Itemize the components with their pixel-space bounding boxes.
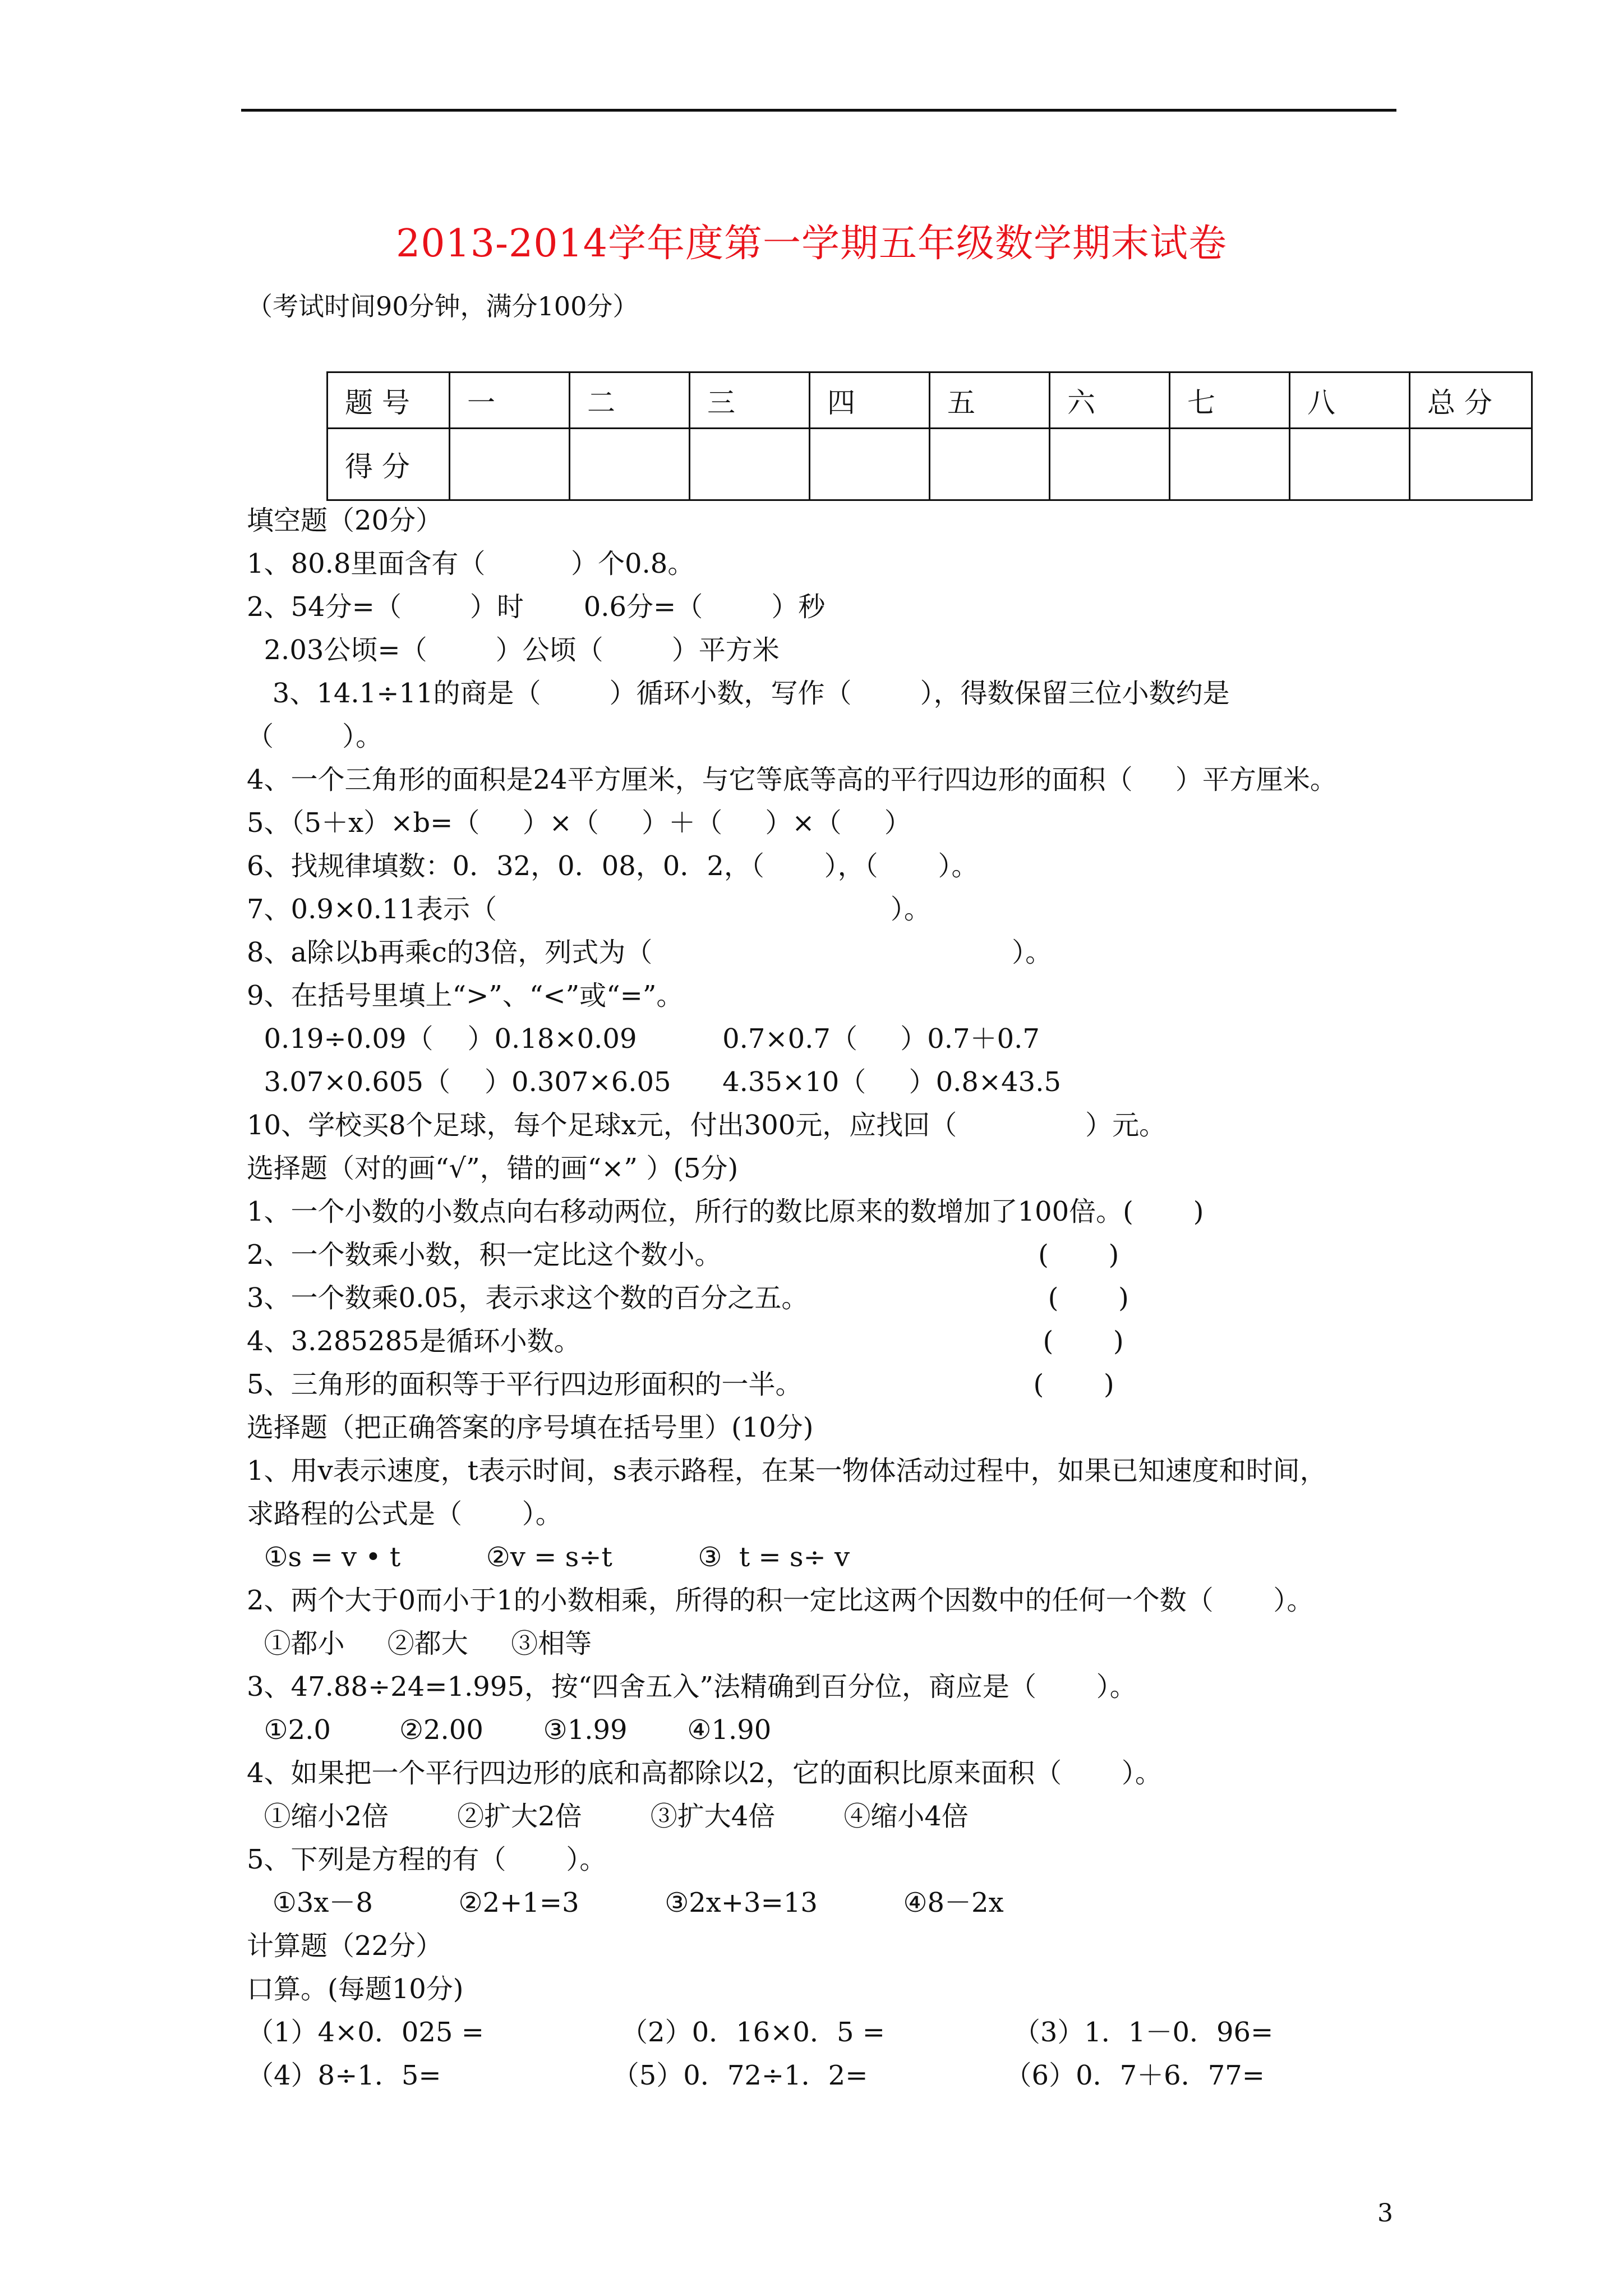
score-row-label: 得 分 bbox=[328, 429, 450, 500]
header-rule bbox=[241, 109, 1396, 112]
score-cell[interactable] bbox=[930, 429, 1050, 500]
question-line: 3、14.1÷11的商是（ ）循环小数，写作（ ），得数保留三位小数约是 bbox=[247, 678, 1230, 709]
page-number: 3 bbox=[1377, 2199, 1393, 2228]
score-cell[interactable] bbox=[1410, 429, 1532, 500]
question-line: 6、找规律填数：0．32，0．08，0．2，（ ），（ ）。 bbox=[247, 850, 979, 882]
question-line: 5、下列是方程的有（ ）。 bbox=[247, 1844, 607, 1875]
exam-info: （考试时间90分钟，满分100分） bbox=[247, 291, 639, 321]
question-line: 10、学校买8个足球，每个足球x元，付出300元，应找回（ ）元。 bbox=[247, 1110, 1166, 1141]
score-cell[interactable] bbox=[810, 429, 930, 500]
question-line: ①都小 ②都大 ③相等 bbox=[247, 1628, 592, 1659]
score-cell[interactable] bbox=[450, 429, 570, 500]
question-line: 3、一个数乘0.05，表示求这个数的百分之五。 ( ) bbox=[247, 1282, 1129, 1314]
score-header-cell: 三 bbox=[690, 372, 810, 429]
question-line: 3、47.88÷24=1.995，按“四舍五入”法精确到百分位，商应是（ ）。 bbox=[247, 1671, 1137, 1703]
question-line: 2、一个数乘小数，积一定比这个数小。 ( ) bbox=[247, 1239, 1119, 1271]
score-header-cell: 题 号 bbox=[328, 372, 450, 429]
section-heading: 选择题（对的画“√”，错的画“×” ）(5分) bbox=[247, 1153, 739, 1184]
question-line: （4）8÷1．5= （5）0．72÷1．2= （6）0．7＋6．77= bbox=[247, 2060, 1265, 2091]
question-line: 5、（5＋x）×b=（ ）×（ ）＋（ ）×（ ） bbox=[247, 807, 911, 839]
score-header-cell: 总 分 bbox=[1410, 372, 1532, 429]
score-cell[interactable] bbox=[1050, 429, 1170, 500]
question-line: 2.03公顷=（ ）公顷（ ）平方米 bbox=[247, 634, 780, 666]
score-table bbox=[326, 371, 1533, 501]
question-line: ①3x－8 ②2+1=3 ③2x+3=13 ④8－2x bbox=[247, 1887, 1004, 1918]
score-header-cell: 七 bbox=[1170, 372, 1290, 429]
score-cell[interactable] bbox=[1290, 429, 1410, 500]
question-line: 2、两个大于0而小于1的小数相乘，所得的积一定比这两个因数中的任何一个数（ ）。 bbox=[247, 1585, 1314, 1616]
question-line: 8、a除以b再乘c的3倍，列式为（ ）。 bbox=[247, 937, 1053, 968]
score-cell[interactable] bbox=[690, 429, 810, 500]
question-line: 口算。(每题10分) bbox=[247, 1973, 464, 2005]
question-line: 7、0.9×0.11表示（ ）。 bbox=[247, 894, 931, 925]
question-line: 4、3.285285是循环小数。 ( ) bbox=[247, 1326, 1124, 1357]
question-line: （1）4×0．025 = （2）0．16×0．5 = （3）1．1－0．96= bbox=[247, 2017, 1274, 2048]
score-table-score-row bbox=[328, 429, 1532, 500]
score-table-header-row bbox=[328, 372, 1532, 429]
question-line: 4、如果把一个平行四边形的底和高都除以2，它的面积比原来面积（ ）。 bbox=[247, 1757, 1162, 1789]
section-heading: 填空题（20分） bbox=[247, 505, 443, 536]
score-header-cell: 一 bbox=[450, 372, 570, 429]
score-header-cell: 二 bbox=[570, 372, 690, 429]
question-line: 2、54分=（ ）时 0.6分=（ ）秒 bbox=[247, 591, 826, 623]
question-line: 9、在括号里填上“>”、“<”或“=”。 bbox=[247, 980, 684, 1011]
score-cell[interactable] bbox=[1170, 429, 1290, 500]
question-line: 1、80.8里面含有（ ）个0.8。 bbox=[247, 548, 695, 579]
question-line: 求路程的公式是（ ）。 bbox=[247, 1498, 562, 1530]
question-line: 3.07×0.605（ ）0.307×6.05 4.35×10（ ）0.8×43.5 bbox=[247, 1066, 1062, 1098]
section-heading: 选择题（把正确答案的序号填在括号里）(10分) bbox=[247, 1412, 814, 1443]
page-title: 2013-2014学年度第一学期五年级数学期末试卷 bbox=[395, 222, 1228, 266]
question-line: 1、用v表示速度，t表示时间，s表示路程，在某一物体活动过程中，如果已知速度和时间， bbox=[247, 1455, 1327, 1487]
section-heading: 计算题（22分） bbox=[247, 1930, 443, 1962]
score-header-cell: 八 bbox=[1290, 372, 1410, 429]
question-line: 4、一个三角形的面积是24平方厘米，与它等底等高的平行四边形的面积（ ）平方厘米。 bbox=[247, 764, 1337, 795]
question-line: 5、三角形的面积等于平行四边形面积的一半。 ( ) bbox=[247, 1369, 1114, 1400]
score-header-cell: 五 bbox=[930, 372, 1050, 429]
score-header-cell: 六 bbox=[1050, 372, 1170, 429]
question-line: ①2.0 ②2.00 ③1.99 ④1.90 bbox=[247, 1714, 772, 1746]
question-line: （ ）。 bbox=[247, 721, 383, 752]
score-cell[interactable] bbox=[570, 429, 690, 500]
score-header-cell: 四 bbox=[810, 372, 930, 429]
question-line: ①缩小2倍 ②扩大2倍 ③扩大4倍 ④缩小4倍 bbox=[247, 1801, 969, 1832]
question-line: 0.19÷0.09（ ）0.18×0.09 0.7×0.7（ ）0.7＋0.7 bbox=[247, 1023, 1040, 1055]
question-line: 1、一个小数的小数点向右移动两位，所行的数比原来的数增加了100倍。( ) bbox=[247, 1196, 1204, 1227]
question-line: ①s = v • t ②v = s÷t ③ t = s÷ v bbox=[247, 1542, 850, 1573]
